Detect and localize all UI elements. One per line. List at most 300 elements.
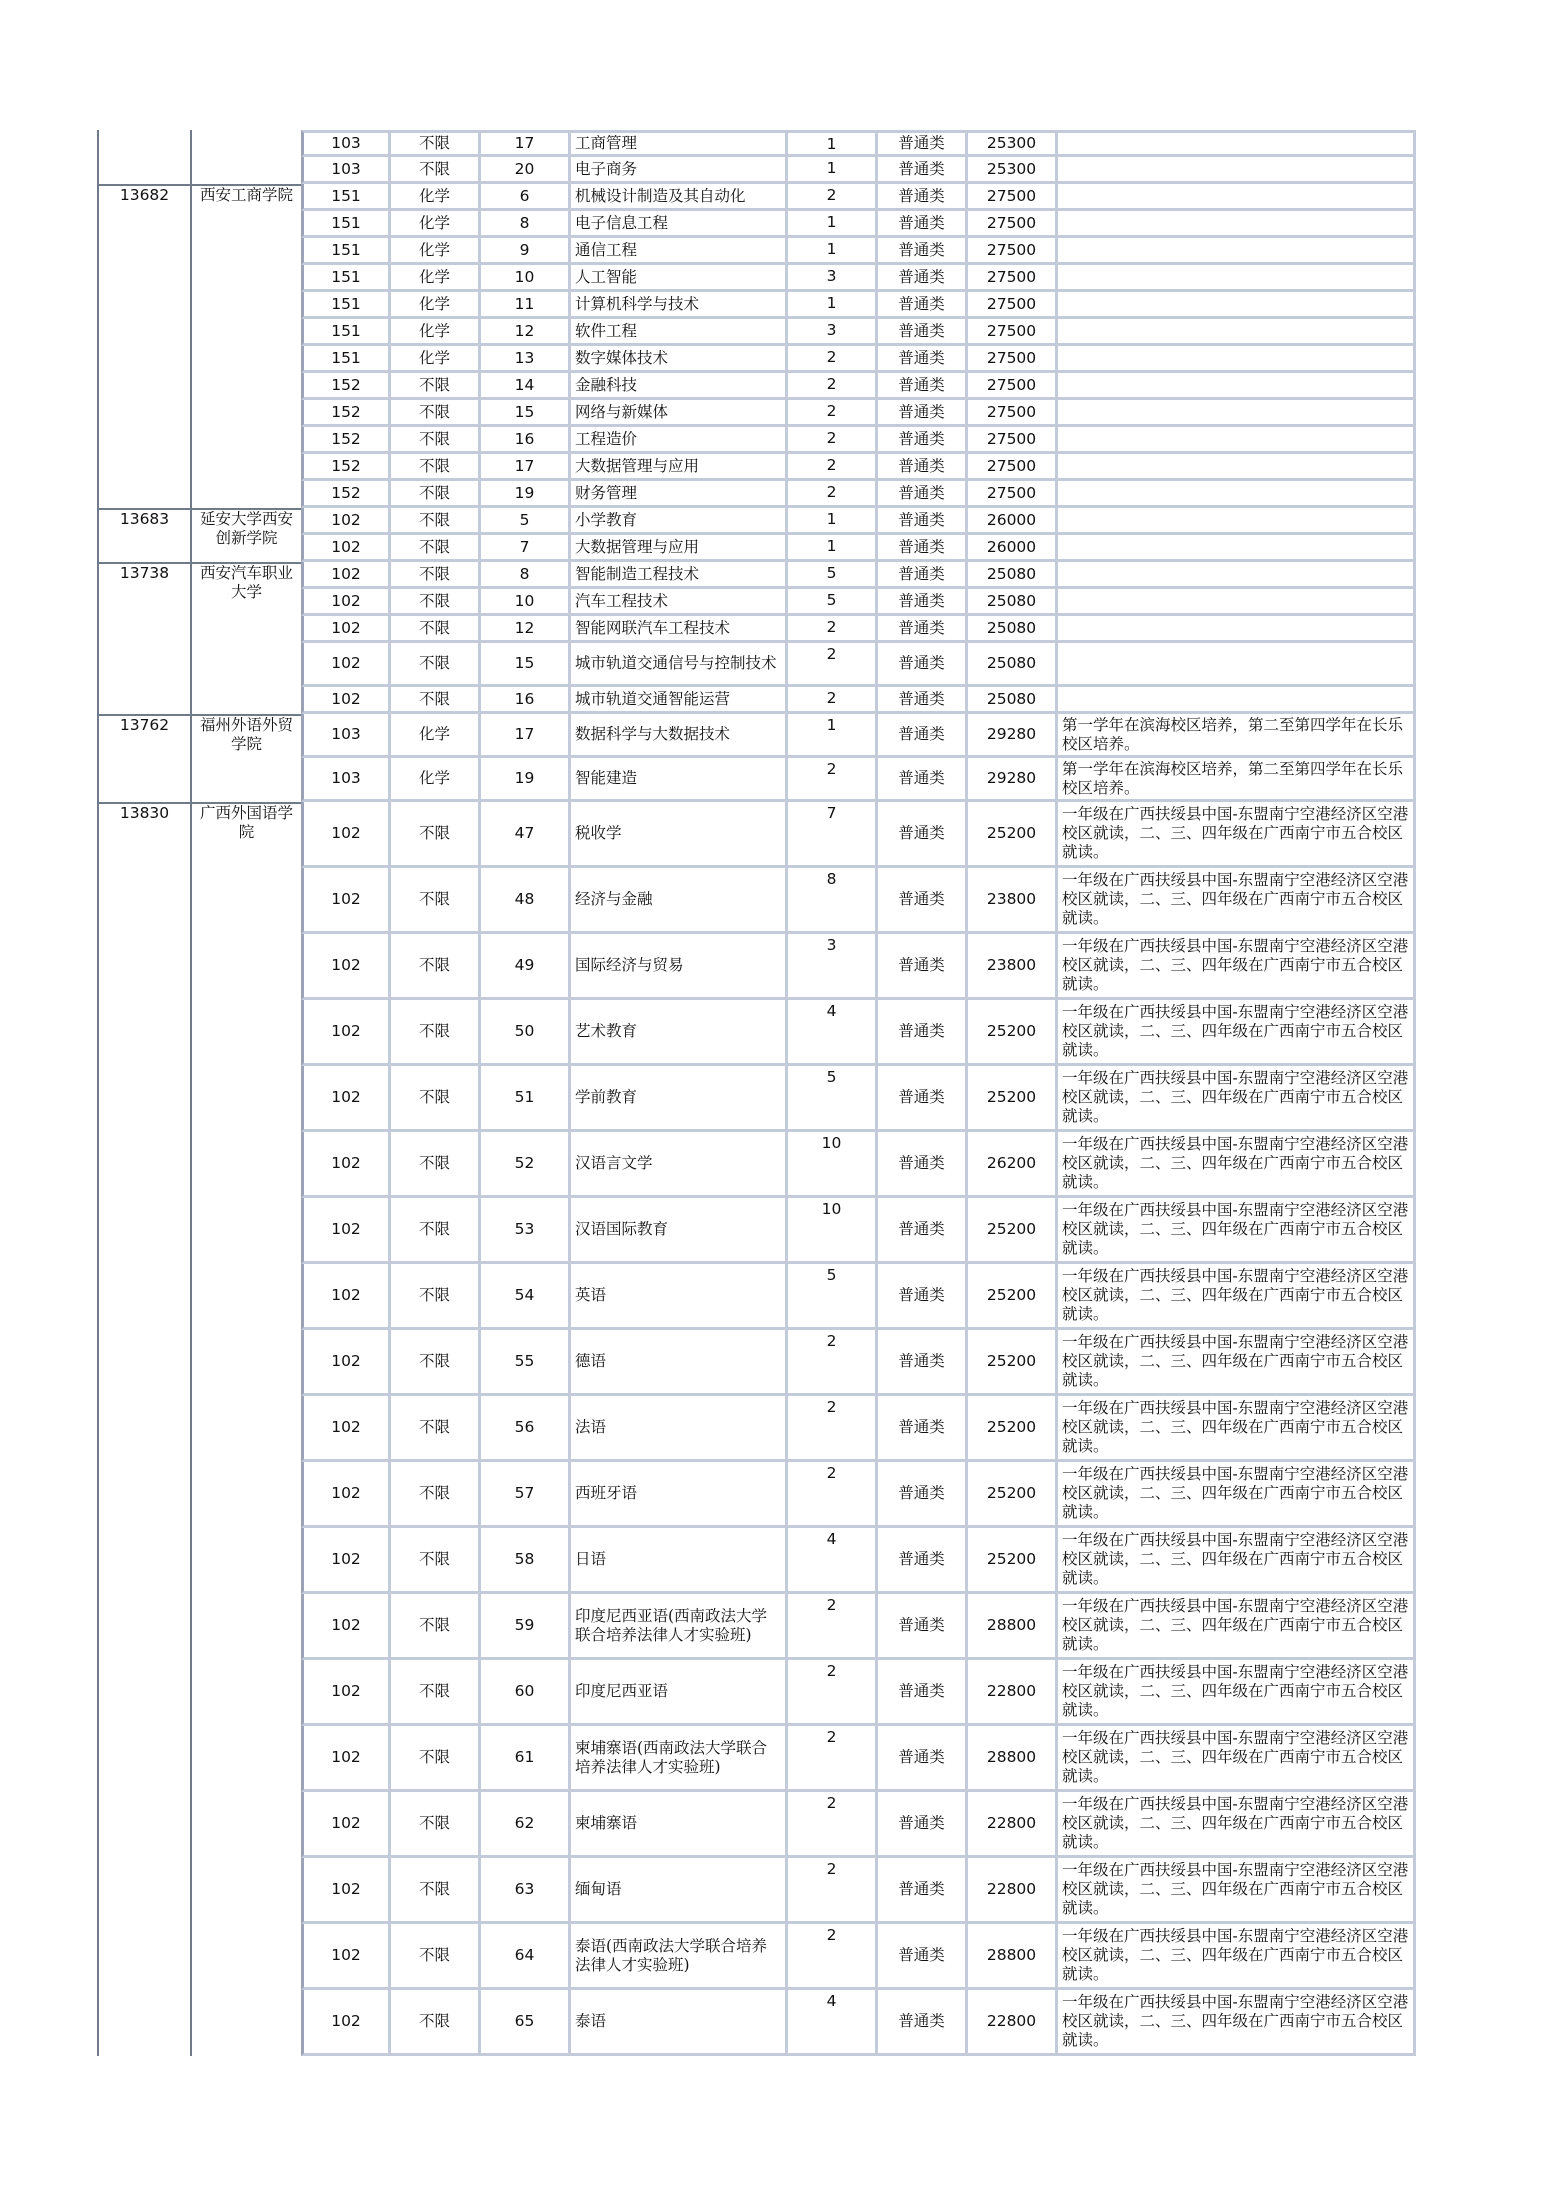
- note-cell: 一年级在广西扶绥县中国-东盟南宁空港经济区空港校区就读，二、三、四年级在广西南宁市五合校区就读。: [1058, 1858, 1416, 1924]
- note-cell: 一年级在广西扶绥县中国-东盟南宁空港经济区空港校区就读，二、三、四年级在广西南宁市五合校区就读。: [1058, 1066, 1416, 1132]
- major-name-cell: 汉语国际教育: [571, 1198, 788, 1264]
- major-name-cell: 通信工程: [571, 238, 788, 265]
- subject-requirement-cell: 不限: [391, 1924, 481, 1990]
- category-cell: 普通类: [878, 481, 968, 508]
- category-cell: 普通类: [878, 292, 968, 319]
- tuition-cell: 27500: [968, 454, 1058, 481]
- batch-code-cell: 152: [301, 400, 391, 427]
- subject-requirement-cell: 不限: [391, 589, 481, 616]
- subject-requirement-cell: 不限: [391, 400, 481, 427]
- major-code-cell: 8: [481, 562, 571, 589]
- major-code-cell: 10: [481, 589, 571, 616]
- subject-requirement-cell: 不限: [391, 934, 481, 1000]
- batch-code-cell: 103: [301, 157, 391, 184]
- batch-code-cell: 102: [301, 1858, 391, 1924]
- subject-requirement-cell: 不限: [391, 616, 481, 643]
- major-code-cell: 20: [481, 157, 571, 184]
- batch-code-cell: 152: [301, 373, 391, 400]
- plan-count-cell: 2: [788, 481, 878, 508]
- subject-requirement-cell: 不限: [391, 1000, 481, 1066]
- category-cell: 普通类: [878, 562, 968, 589]
- tuition-cell: 27500: [968, 211, 1058, 238]
- note-cell: [1058, 616, 1416, 643]
- major-code-cell: 16: [481, 427, 571, 454]
- note-cell: 一年级在广西扶绥县中国-东盟南宁空港经济区空港校区就读，二、三、四年级在广西南宁市五合校区就读。: [1058, 1330, 1416, 1396]
- tuition-cell: 27500: [968, 400, 1058, 427]
- batch-code-cell: 102: [301, 1066, 391, 1132]
- subject-requirement-cell: 不限: [391, 1792, 481, 1858]
- major-name-cell: 学前教育: [571, 1066, 788, 1132]
- plan-count-cell: 10: [788, 1198, 878, 1264]
- major-code-cell: 11: [481, 292, 571, 319]
- major-code-cell: 57: [481, 1462, 571, 1528]
- note-cell: 一年级在广西扶绥县中国-东盟南宁空港经济区空港校区就读，二、三、四年级在广西南宁市五合校区就读。: [1058, 1990, 1416, 2056]
- major-name-cell: 印度尼西亚语: [571, 1660, 788, 1726]
- plan-count-cell: 2: [788, 1396, 878, 1462]
- major-name-cell: 软件工程: [571, 319, 788, 346]
- tuition-cell: 28800: [968, 1594, 1058, 1660]
- category-cell: 普通类: [878, 589, 968, 616]
- major-code-cell: 50: [481, 1000, 571, 1066]
- subject-requirement-cell: 化学: [391, 758, 481, 802]
- major-name-cell: 西班牙语: [571, 1462, 788, 1528]
- plan-count-cell: 2: [788, 346, 878, 373]
- major-name-cell: 缅甸语: [571, 1858, 788, 1924]
- category-cell: 普通类: [878, 714, 968, 758]
- category-cell: 普通类: [878, 616, 968, 643]
- major-name-cell: 电子商务: [571, 157, 788, 184]
- note-cell: [1058, 265, 1416, 292]
- major-name-cell: 智能网联汽车工程技术: [571, 616, 788, 643]
- plan-table-body: [97, 130, 1416, 2056]
- school-code-cell: [97, 130, 190, 184]
- tuition-cell: 25200: [968, 1066, 1058, 1132]
- major-name-cell: 网络与新媒体: [571, 400, 788, 427]
- subject-requirement-cell: 化学: [391, 238, 481, 265]
- plan-count-cell: 5: [788, 1264, 878, 1330]
- tuition-cell: 26000: [968, 535, 1058, 562]
- category-cell: 普通类: [878, 130, 968, 157]
- note-cell: 一年级在广西扶绥县中国-东盟南宁空港经济区空港校区就读，二、三、四年级在广西南宁市五合校区就读。: [1058, 1198, 1416, 1264]
- subject-requirement-cell: 不限: [391, 687, 481, 714]
- tuition-cell: 22800: [968, 1858, 1058, 1924]
- school-name-cell: [190, 130, 301, 184]
- batch-code-cell: 102: [301, 1330, 391, 1396]
- batch-code-cell: 102: [301, 1726, 391, 1792]
- category-cell: 普通类: [878, 535, 968, 562]
- note-cell: 一年级在广西扶绥县中国-东盟南宁空港经济区空港校区就读，二、三、四年级在广西南宁市五合校区就读。: [1058, 1726, 1416, 1792]
- major-name-cell: 城市轨道交通智能运营: [571, 687, 788, 714]
- tuition-cell: 22800: [968, 1792, 1058, 1858]
- tuition-cell: 26200: [968, 1132, 1058, 1198]
- batch-code-cell: 151: [301, 346, 391, 373]
- major-code-cell: 47: [481, 802, 571, 868]
- table-row: [97, 562, 1416, 589]
- plan-count-cell: 2: [788, 1462, 878, 1528]
- batch-code-cell: 151: [301, 211, 391, 238]
- major-code-cell: 10: [481, 265, 571, 292]
- plan-count-cell: 2: [788, 1792, 878, 1858]
- tuition-cell: 27500: [968, 265, 1058, 292]
- batch-code-cell: 102: [301, 643, 391, 687]
- enrollment-plan-sheet: [97, 130, 1416, 2056]
- category-cell: 普通类: [878, 1066, 968, 1132]
- subject-requirement-cell: 不限: [391, 1462, 481, 1528]
- tuition-cell: 25080: [968, 687, 1058, 714]
- batch-code-cell: 152: [301, 427, 391, 454]
- major-code-cell: 55: [481, 1330, 571, 1396]
- school-name-cell: 延安大学西安创新学院: [190, 508, 301, 562]
- category-cell: 普通类: [878, 1726, 968, 1792]
- major-code-cell: 63: [481, 1858, 571, 1924]
- plan-count-cell: 2: [788, 1924, 878, 1990]
- batch-code-cell: 102: [301, 562, 391, 589]
- tuition-cell: 25080: [968, 589, 1058, 616]
- major-name-cell: 金融科技: [571, 373, 788, 400]
- tuition-cell: 27500: [968, 346, 1058, 373]
- major-code-cell: 12: [481, 319, 571, 346]
- school-name-cell: 西安工商学院: [190, 184, 301, 508]
- subject-requirement-cell: 不限: [391, 481, 481, 508]
- category-cell: 普通类: [878, 184, 968, 211]
- major-name-cell: 数字媒体技术: [571, 346, 788, 373]
- school-code-cell: 13682: [97, 184, 190, 508]
- major-name-cell: 艺术教育: [571, 1000, 788, 1066]
- major-code-cell: 65: [481, 1990, 571, 2056]
- tuition-cell: 25200: [968, 1396, 1058, 1462]
- tuition-cell: 25200: [968, 1330, 1058, 1396]
- category-cell: 普通类: [878, 265, 968, 292]
- category-cell: 普通类: [878, 934, 968, 1000]
- subject-requirement-cell: 化学: [391, 211, 481, 238]
- tuition-cell: 27500: [968, 238, 1058, 265]
- major-code-cell: 17: [481, 130, 571, 157]
- subject-requirement-cell: 化学: [391, 714, 481, 758]
- note-cell: 一年级在广西扶绥县中国-东盟南宁空港经济区空港校区就读，二、三、四年级在广西南宁市五合校区就读。: [1058, 1528, 1416, 1594]
- major-name-cell: 汉语言文学: [571, 1132, 788, 1198]
- major-code-cell: 49: [481, 934, 571, 1000]
- subject-requirement-cell: 不限: [391, 1594, 481, 1660]
- plan-count-cell: 2: [788, 687, 878, 714]
- tuition-cell: 27500: [968, 427, 1058, 454]
- plan-count-cell: 3: [788, 319, 878, 346]
- subject-requirement-cell: 不限: [391, 427, 481, 454]
- major-code-cell: 6: [481, 184, 571, 211]
- category-cell: 普通类: [878, 1990, 968, 2056]
- plan-count-cell: 1: [788, 714, 878, 758]
- note-cell: 一年级在广西扶绥县中国-东盟南宁空港经济区空港校区就读，二、三、四年级在广西南宁市五合校区就读。: [1058, 1792, 1416, 1858]
- major-code-cell: 7: [481, 535, 571, 562]
- major-name-cell: 数据科学与大数据技术: [571, 714, 788, 758]
- subject-requirement-cell: 不限: [391, 454, 481, 481]
- category-cell: 普通类: [878, 427, 968, 454]
- tuition-cell: 25200: [968, 1198, 1058, 1264]
- tuition-cell: 26000: [968, 508, 1058, 535]
- category-cell: 普通类: [878, 687, 968, 714]
- batch-code-cell: 102: [301, 535, 391, 562]
- plan-count-cell: 2: [788, 427, 878, 454]
- subject-requirement-cell: 不限: [391, 508, 481, 535]
- plan-count-cell: 2: [788, 758, 878, 802]
- major-code-cell: 54: [481, 1264, 571, 1330]
- plan-count-cell: 1: [788, 508, 878, 535]
- major-code-cell: 52: [481, 1132, 571, 1198]
- subject-requirement-cell: 不限: [391, 1264, 481, 1330]
- note-cell: [1058, 481, 1416, 508]
- subject-requirement-cell: 不限: [391, 157, 481, 184]
- major-code-cell: 64: [481, 1924, 571, 1990]
- subject-requirement-cell: 不限: [391, 130, 481, 157]
- category-cell: 普通类: [878, 802, 968, 868]
- major-code-cell: 15: [481, 400, 571, 427]
- plan-count-cell: 4: [788, 1000, 878, 1066]
- subject-requirement-cell: 不限: [391, 1858, 481, 1924]
- batch-code-cell: 102: [301, 1990, 391, 2056]
- table-row: [97, 714, 1416, 758]
- plan-count-cell: 2: [788, 643, 878, 687]
- plan-count-cell: 2: [788, 1726, 878, 1792]
- tuition-cell: 25080: [968, 643, 1058, 687]
- tuition-cell: 23800: [968, 868, 1058, 934]
- major-name-cell: 大数据管理与应用: [571, 454, 788, 481]
- batch-code-cell: 102: [301, 802, 391, 868]
- school-code-cell: 13738: [97, 562, 190, 714]
- batch-code-cell: 103: [301, 714, 391, 758]
- category-cell: 普通类: [878, 1000, 968, 1066]
- plan-count-cell: 2: [788, 373, 878, 400]
- plan-count-cell: 2: [788, 184, 878, 211]
- batch-code-cell: 151: [301, 184, 391, 211]
- major-code-cell: 60: [481, 1660, 571, 1726]
- major-code-cell: 53: [481, 1198, 571, 1264]
- category-cell: 普通类: [878, 1528, 968, 1594]
- tuition-cell: 22800: [968, 1660, 1058, 1726]
- plan-count-cell: 5: [788, 589, 878, 616]
- subject-requirement-cell: 不限: [391, 1066, 481, 1132]
- batch-code-cell: 102: [301, 1132, 391, 1198]
- major-code-cell: 19: [481, 758, 571, 802]
- major-code-cell: 13: [481, 346, 571, 373]
- subject-requirement-cell: 不限: [391, 1528, 481, 1594]
- note-cell: 一年级在广西扶绥县中国-东盟南宁空港经济区空港校区就读，二、三、四年级在广西南宁市五合校区就读。: [1058, 1660, 1416, 1726]
- note-cell: 一年级在广西扶绥县中国-东盟南宁空港经济区空港校区就读，二、三、四年级在广西南宁市五合校区就读。: [1058, 802, 1416, 868]
- note-cell: 一年级在广西扶绥县中国-东盟南宁空港经济区空港校区就读，二、三、四年级在广西南宁市五合校区就读。: [1058, 1462, 1416, 1528]
- table-row: [97, 184, 1416, 211]
- plan-count-cell: 8: [788, 868, 878, 934]
- batch-code-cell: 102: [301, 508, 391, 535]
- batch-code-cell: 151: [301, 292, 391, 319]
- major-name-cell: 税收学: [571, 802, 788, 868]
- tuition-cell: 25300: [968, 130, 1058, 157]
- tuition-cell: 27500: [968, 292, 1058, 319]
- note-cell: [1058, 157, 1416, 184]
- batch-code-cell: 102: [301, 1264, 391, 1330]
- tuition-cell: 28800: [968, 1924, 1058, 1990]
- major-code-cell: 59: [481, 1594, 571, 1660]
- category-cell: 普通类: [878, 346, 968, 373]
- category-cell: 普通类: [878, 1792, 968, 1858]
- tuition-cell: 25200: [968, 1264, 1058, 1330]
- plan-count-cell: 1: [788, 211, 878, 238]
- category-cell: 普通类: [878, 868, 968, 934]
- major-name-cell: 法语: [571, 1396, 788, 1462]
- note-cell: 一年级在广西扶绥县中国-东盟南宁空港经济区空港校区就读，二、三、四年级在广西南宁市五合校区就读。: [1058, 934, 1416, 1000]
- major-code-cell: 8: [481, 211, 571, 238]
- batch-code-cell: 103: [301, 130, 391, 157]
- plan-count-cell: 2: [788, 1330, 878, 1396]
- category-cell: 普通类: [878, 319, 968, 346]
- note-cell: [1058, 238, 1416, 265]
- plan-count-cell: 2: [788, 400, 878, 427]
- major-code-cell: 48: [481, 868, 571, 934]
- note-cell: 一年级在广西扶绥县中国-东盟南宁空港经济区空港校区就读，二、三、四年级在广西南宁市五合校区就读。: [1058, 1396, 1416, 1462]
- major-code-cell: 15: [481, 643, 571, 687]
- subject-requirement-cell: 不限: [391, 1396, 481, 1462]
- major-name-cell: 计算机科学与技术: [571, 292, 788, 319]
- batch-code-cell: 102: [301, 1792, 391, 1858]
- major-name-cell: 小学教育: [571, 508, 788, 535]
- school-code-cell: 13683: [97, 508, 190, 562]
- note-cell: 一年级在广西扶绥县中国-东盟南宁空港经济区空港校区就读，二、三、四年级在广西南宁市五合校区就读。: [1058, 1924, 1416, 1990]
- batch-code-cell: 102: [301, 589, 391, 616]
- note-cell: [1058, 400, 1416, 427]
- batch-code-cell: 102: [301, 868, 391, 934]
- category-cell: 普通类: [878, 643, 968, 687]
- note-cell: 一年级在广西扶绥县中国-东盟南宁空港经济区空港校区就读，二、三、四年级在广西南宁市五合校区就读。: [1058, 868, 1416, 934]
- note-cell: 第一学年在滨海校区培养，第二至第四学年在长乐校区培养。: [1058, 714, 1416, 758]
- tuition-cell: 25200: [968, 1000, 1058, 1066]
- plan-count-cell: 1: [788, 535, 878, 562]
- plan-count-cell: 1: [788, 157, 878, 184]
- plan-count-cell: 1: [788, 292, 878, 319]
- subject-requirement-cell: 化学: [391, 265, 481, 292]
- major-name-cell: 柬埔寨语(西南政法大学联合培养法律人才实验班): [571, 1726, 788, 1792]
- plan-count-cell: 5: [788, 562, 878, 589]
- batch-code-cell: 102: [301, 1528, 391, 1594]
- note-cell: [1058, 319, 1416, 346]
- table-row: [97, 802, 1416, 868]
- major-name-cell: 工程造价: [571, 427, 788, 454]
- major-code-cell: 19: [481, 481, 571, 508]
- note-cell: [1058, 427, 1416, 454]
- major-name-cell: 印度尼西亚语(西南政法大学联合培养法律人才实验班): [571, 1594, 788, 1660]
- plan-count-cell: 2: [788, 454, 878, 481]
- major-code-cell: 9: [481, 238, 571, 265]
- subject-requirement-cell: 不限: [391, 1726, 481, 1792]
- major-code-cell: 5: [481, 508, 571, 535]
- note-cell: [1058, 508, 1416, 535]
- tuition-cell: 29280: [968, 714, 1058, 758]
- batch-code-cell: 102: [301, 1594, 391, 1660]
- major-name-cell: 柬埔寨语: [571, 1792, 788, 1858]
- major-name-cell: 城市轨道交通信号与控制技术: [571, 643, 788, 687]
- batch-code-cell: 102: [301, 687, 391, 714]
- major-code-cell: 17: [481, 714, 571, 758]
- note-cell: [1058, 373, 1416, 400]
- major-code-cell: 58: [481, 1528, 571, 1594]
- major-name-cell: 大数据管理与应用: [571, 535, 788, 562]
- major-code-cell: 14: [481, 373, 571, 400]
- major-code-cell: 51: [481, 1066, 571, 1132]
- batch-code-cell: 102: [301, 1000, 391, 1066]
- subject-requirement-cell: 不限: [391, 373, 481, 400]
- school-name-cell: 广西外国语学院: [190, 802, 301, 2056]
- tuition-cell: 27500: [968, 184, 1058, 211]
- note-cell: [1058, 589, 1416, 616]
- batch-code-cell: 152: [301, 454, 391, 481]
- category-cell: 普通类: [878, 454, 968, 481]
- major-name-cell: 人工智能: [571, 265, 788, 292]
- plan-count-cell: 1: [788, 238, 878, 265]
- category-cell: 普通类: [878, 1264, 968, 1330]
- major-name-cell: 经济与金融: [571, 868, 788, 934]
- note-cell: [1058, 292, 1416, 319]
- category-cell: 普通类: [878, 1132, 968, 1198]
- major-code-cell: 17: [481, 454, 571, 481]
- plan-count-cell: 4: [788, 1990, 878, 2056]
- subject-requirement-cell: 化学: [391, 319, 481, 346]
- subject-requirement-cell: 化学: [391, 292, 481, 319]
- tuition-cell: 25200: [968, 1462, 1058, 1528]
- tuition-cell: 27500: [968, 481, 1058, 508]
- note-cell: [1058, 346, 1416, 373]
- plan-count-cell: 2: [788, 616, 878, 643]
- category-cell: 普通类: [878, 1594, 968, 1660]
- plan-count-cell: 5: [788, 1066, 878, 1132]
- category-cell: 普通类: [878, 1660, 968, 1726]
- category-cell: 普通类: [878, 238, 968, 265]
- plan-count-cell: 10: [788, 1132, 878, 1198]
- major-code-cell: 56: [481, 1396, 571, 1462]
- enrollment-plan-table: [97, 130, 1416, 2056]
- note-cell: [1058, 211, 1416, 238]
- major-name-cell: 机械设计制造及其自动化: [571, 184, 788, 211]
- category-cell: 普通类: [878, 1858, 968, 1924]
- plan-count-cell: 4: [788, 1528, 878, 1594]
- subject-requirement-cell: 不限: [391, 1330, 481, 1396]
- major-code-cell: 62: [481, 1792, 571, 1858]
- plan-count-cell: 2: [788, 1858, 878, 1924]
- major-name-cell: 英语: [571, 1264, 788, 1330]
- tuition-cell: 25200: [968, 1528, 1058, 1594]
- plan-count-cell: 7: [788, 802, 878, 868]
- plan-count-cell: 3: [788, 265, 878, 292]
- tuition-cell: 25080: [968, 562, 1058, 589]
- note-cell: 第一学年在滨海校区培养，第二至第四学年在长乐校区培养。: [1058, 758, 1416, 802]
- batch-code-cell: 152: [301, 481, 391, 508]
- major-name-cell: 德语: [571, 1330, 788, 1396]
- school-name-cell: 西安汽车职业大学: [190, 562, 301, 714]
- note-cell: [1058, 130, 1416, 157]
- category-cell: 普通类: [878, 157, 968, 184]
- tuition-cell: 25080: [968, 616, 1058, 643]
- note-cell: 一年级在广西扶绥县中国-东盟南宁空港经济区空港校区就读，二、三、四年级在广西南宁市五合校区就读。: [1058, 1000, 1416, 1066]
- major-name-cell: 汽车工程技术: [571, 589, 788, 616]
- batch-code-cell: 102: [301, 1462, 391, 1528]
- major-name-cell: 电子信息工程: [571, 211, 788, 238]
- batch-code-cell: 102: [301, 1660, 391, 1726]
- plan-count-cell: 2: [788, 1594, 878, 1660]
- subject-requirement-cell: 不限: [391, 1198, 481, 1264]
- category-cell: 普通类: [878, 758, 968, 802]
- category-cell: 普通类: [878, 1396, 968, 1462]
- batch-code-cell: 151: [301, 238, 391, 265]
- tuition-cell: 28800: [968, 1726, 1058, 1792]
- major-name-cell: 泰语: [571, 1990, 788, 2056]
- tuition-cell: 23800: [968, 934, 1058, 1000]
- plan-count-cell: 3: [788, 934, 878, 1000]
- note-cell: [1058, 643, 1416, 687]
